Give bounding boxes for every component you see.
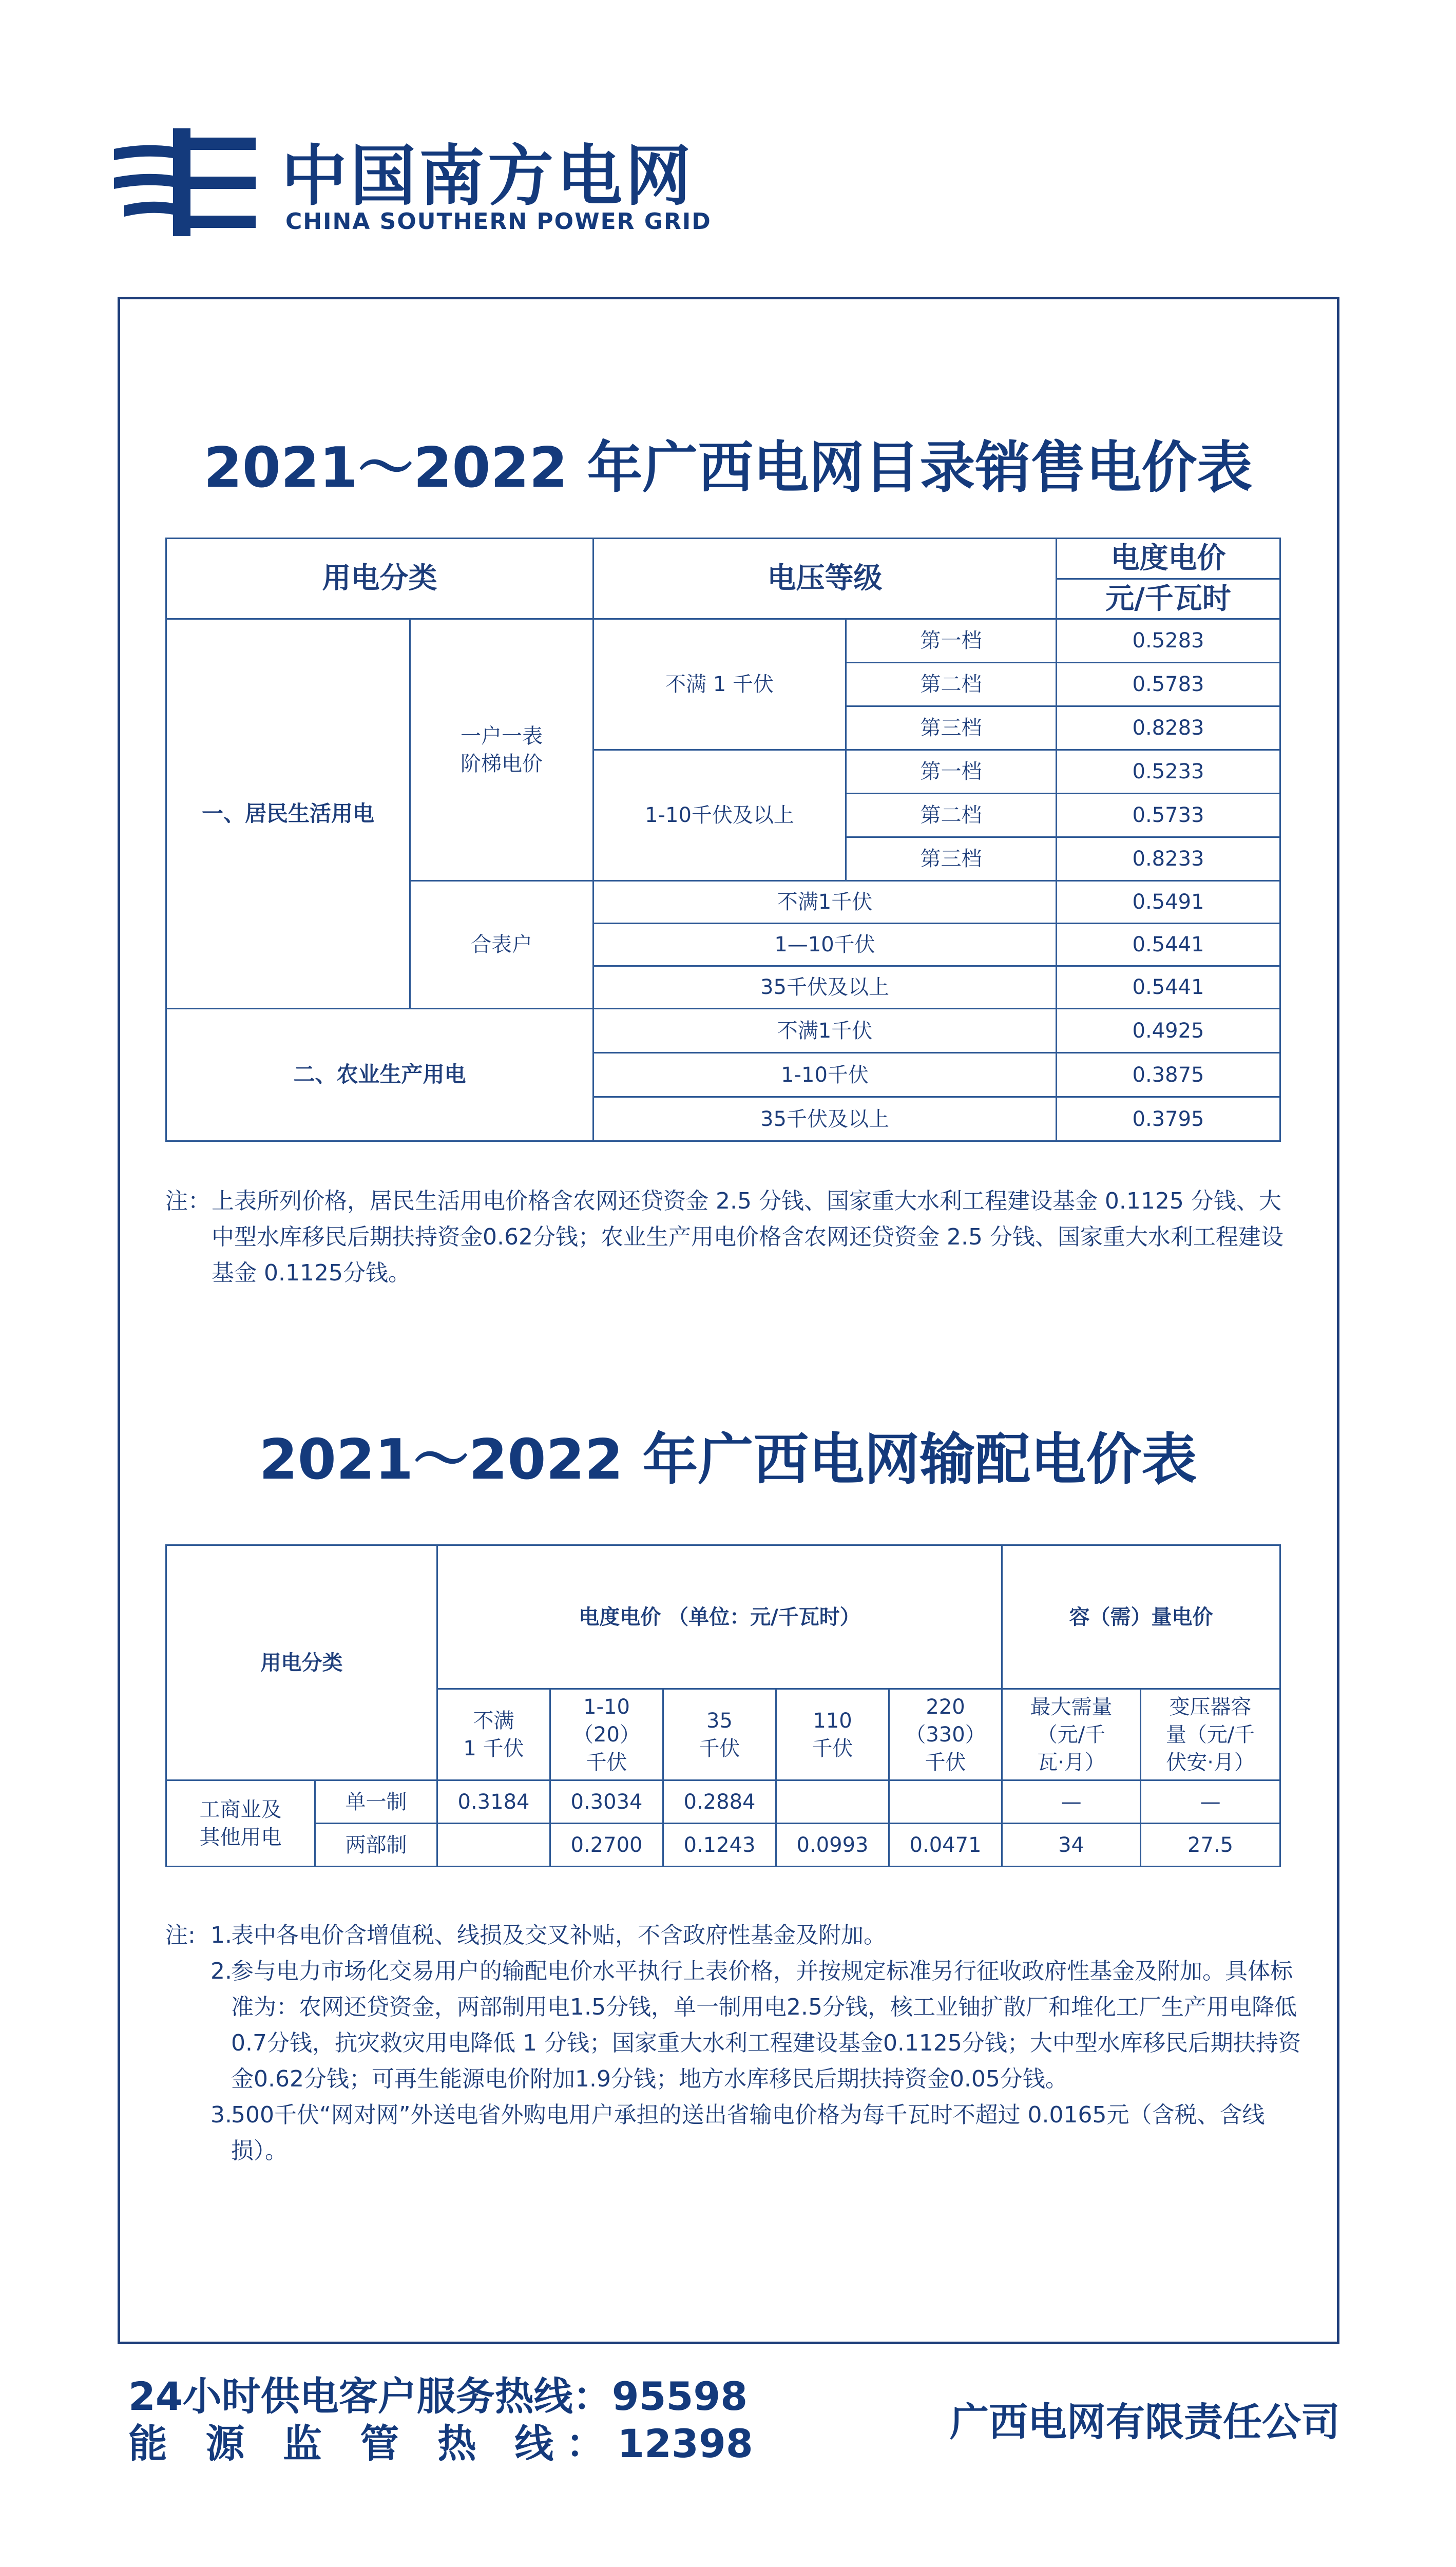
header-category: 用电分类: [166, 539, 593, 619]
voltage-label: 35千伏及以上: [593, 1097, 1057, 1141]
transmission-price-notes: [165, 1918, 1310, 2169]
row-label: 两部制: [315, 1824, 437, 1867]
voltage-label: 不满1千伏: [593, 881, 1057, 924]
price-value: 0.3184: [437, 1780, 550, 1824]
price-value: 0.5733: [1057, 794, 1280, 837]
note-label: 注:: [165, 1922, 196, 1948]
col-1-10kv: 1-10 （20） 千伏: [550, 1689, 663, 1780]
price-value: [889, 1780, 1002, 1824]
group-label: 工商业及 其他用电: [166, 1780, 315, 1867]
hotline-label: 24小时供电客户服务热线：: [128, 2373, 612, 2419]
tier-label: 第一档: [846, 750, 1057, 794]
residential-label: 一、居民生活用电: [166, 619, 410, 1009]
hotline-number: 12398: [617, 2421, 753, 2466]
voltage-label: 不满1千伏: [593, 1009, 1057, 1053]
price-value: 0.5491: [1057, 881, 1280, 924]
voltage-label: 1—10千伏: [593, 924, 1057, 966]
agriculture-label: 二、农业生产用电: [166, 1009, 593, 1141]
note-text: 上表所列价格，居民生活用电价格含农网还贷资金 2.5 分钱、国家重大水利工程建设基金 0.1125 分钱、大中型水库移民后期扶持资金0.62分钱；农业生产用电价格含农网还贷资金 2.5 分钱、国家重大水利工程建设基金 0.1125分钱。: [212, 1188, 1283, 1286]
header-price: 电度电价: [1057, 539, 1280, 579]
tier-label: 第二档: [846, 794, 1057, 837]
voltage-1-10kv: 1-10千伏及以上: [593, 750, 846, 881]
hotline-number: 95598: [611, 2373, 748, 2419]
header-unit: 元/千瓦时: [1057, 579, 1280, 619]
price-value: 0.4925: [1057, 1009, 1280, 1053]
price-value: 0.3875: [1057, 1053, 1280, 1097]
note-item: [165, 1953, 1310, 2097]
col-110kv: 110 千伏: [776, 1689, 889, 1780]
transmission-price-table-title: 2021～2022 年广西电网输配电价表: [259, 1428, 1197, 1492]
col-lt-1kv: 不满 1 千伏: [437, 1689, 550, 1780]
price-value: 34: [1002, 1824, 1141, 1867]
price-value: —: [1002, 1780, 1141, 1824]
header-energy-price: 电度电价 （单位：元/千瓦时）: [437, 1545, 1002, 1689]
price-value: 0.5441: [1057, 924, 1280, 966]
price-value: 27.5: [1141, 1824, 1280, 1867]
sales-price-note: [165, 1183, 1295, 1291]
logo-name-chinese: 中国南方电网: [281, 138, 695, 215]
note-item: [165, 1918, 1310, 1953]
price-value: 0.5283: [1057, 619, 1280, 663]
note-number: 1.: [210, 1922, 232, 1948]
row-label: 单一制: [315, 1780, 437, 1824]
note-number: 3.: [210, 2102, 232, 2128]
col-35kv: 35 千伏: [663, 1689, 776, 1780]
price-value: —: [1141, 1780, 1280, 1824]
price-value: 0.5441: [1057, 966, 1280, 1009]
col-220kv: 220 （330） 千伏: [889, 1689, 1002, 1780]
note-number: 2.: [210, 1958, 232, 1984]
price-value: 0.5783: [1057, 663, 1280, 706]
price-value: 0.8283: [1057, 706, 1280, 750]
sales-price-table: [165, 538, 1281, 1142]
col-transformer-capacity: 变压器容 量（元/千 伏安·月）: [1141, 1689, 1280, 1780]
logo-name-english: CHINA SOUTHERN POWER GRID: [285, 208, 712, 235]
note-text: 表中各电价含增值税、线损及交叉补贴，不含政府性基金及附加。: [231, 1922, 886, 1948]
note-item: [165, 2097, 1310, 2169]
col-max-demand: 最大需量 （元/千 瓦·月）: [1002, 1689, 1141, 1780]
price-value: 0.0993: [776, 1824, 889, 1867]
price-value: 0.3034: [550, 1780, 663, 1824]
china-southern-power-grid-logo: [114, 128, 256, 236]
note-text: 参与电力市场化交易用户的输配电价水平执行上表价格，并按规定标准另行征收政府性基金及附加。具体标准为：农网还贷资金，两部制用电1.5分钱，单一制用电2.5分钱，核工业铀扩散厂和堆化工厂生产用电降低0.7分钱，抗灾救灾用电降低 1 分钱；国家重大水利工程建设基金0.1125分钱；大中型水库移民后期扶持资金0.62分钱；可再生能源电价附加1.9分钱；地方水库移民后期扶持资金0.05分钱。: [231, 1958, 1301, 2092]
price-value: 0.2700: [550, 1824, 663, 1867]
mixed-meter-label: 合表户: [410, 881, 593, 1009]
tier-label: 第三档: [846, 706, 1057, 750]
price-value: 0.5233: [1057, 750, 1280, 794]
voltage-lt-1kv: 不满 1 千伏: [593, 619, 846, 750]
transmission-price-table: [165, 1544, 1281, 1867]
sales-price-table-title: 2021～2022 年广西电网目录销售电价表: [203, 436, 1253, 500]
hotline-label: 能 源 监 管 热 线：: [128, 2421, 618, 2466]
tier-label: 第一档: [846, 619, 1057, 663]
company-name: 广西电网有限责任公司: [950, 2399, 1340, 2445]
price-value: 0.1243: [663, 1824, 776, 1867]
tier-label: 第三档: [846, 837, 1057, 881]
price-value: 0.2884: [663, 1780, 776, 1824]
price-value: 0.0471: [889, 1824, 1002, 1867]
price-value: [437, 1824, 550, 1867]
note-text: 500千伏“网对网”外送电省外购电用户承担的送出省输电价格为每千瓦时不超过 0.0165元（含税、含线损）。: [231, 2102, 1265, 2164]
header-capacity-price: 容（需）量电价: [1002, 1545, 1280, 1689]
single-meter-label: 一户一表 阶梯电价: [410, 619, 593, 881]
header-voltage: 电压等级: [593, 539, 1057, 619]
price-value: [776, 1780, 889, 1824]
customer-service-hotline: [128, 2373, 748, 2419]
price-value: 0.3795: [1057, 1097, 1280, 1141]
note-label: 注：: [165, 1188, 210, 1214]
voltage-label: 1-10千伏: [593, 1053, 1057, 1097]
voltage-label: 35千伏及以上: [593, 966, 1057, 1009]
energy-regulation-hotline: [128, 2421, 753, 2466]
price-value: 0.8233: [1057, 837, 1280, 881]
header-category: 用电分类: [166, 1545, 437, 1780]
tier-label: 第二档: [846, 663, 1057, 706]
